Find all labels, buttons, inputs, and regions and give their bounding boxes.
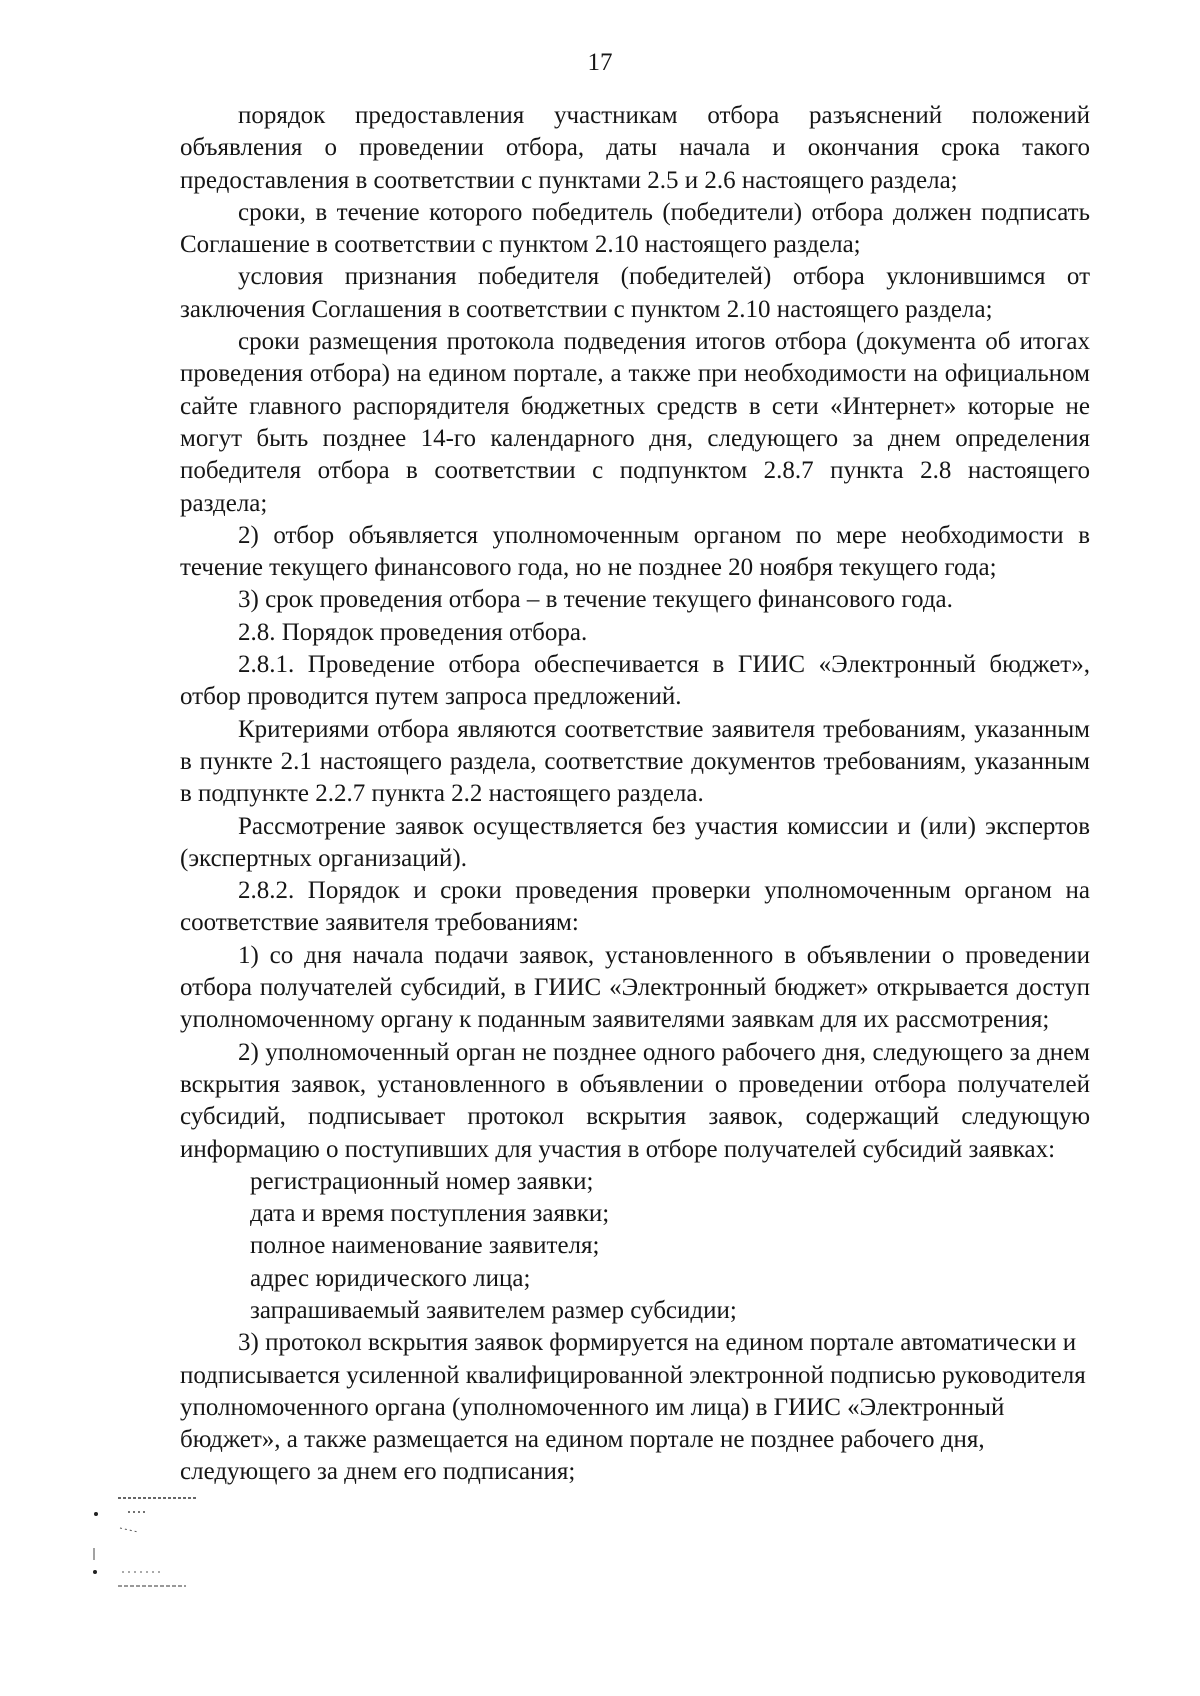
paragraph-2-8-1: 2.8.1. Проведение отбора обеспечивается в ГИИС «Электронный бюджет», отбор проводится путем запроса предложений. (180, 651, 1090, 711)
paragraph-signing-deadline: сроки, в течение которого победитель (победители) отбора должен подписать Соглашение в соответствии с пунктом 2.10 настоящего раздела; (180, 198, 1090, 259)
paragraph-opening-protocol: 2) уполномоченный орган не позднее одного рабочего дня, следующего за днем вскрытия заявок, установленного в объявлении о проведении отбора получателей субсидий, подписывает протокол вскрытия заявок, содержащий следующую информацию о поступивших для участия в отборе получателей субсидий заявках: (180, 1038, 1090, 1163)
section-heading-2-8: 2.8. Порядок проведения отбора. (238, 618, 588, 646)
paragraph-access-to-applications: 1) со дня начала подачи заявок, установленного в объявлении о проведении отбора получателей субсидий, в ГИИС «Электронный бюджет» открывается доступ уполномоченному органу к поданным заявителями заявкам для их рассмотрения; (180, 941, 1090, 1034)
document-body (180, 100, 1090, 1489)
paragraph-protocol-signing: 3) протокол вскрытия заявок формируется на едином портале автоматически и подписывается усиленной квалифицированной электронной подписью руководителя уполномоченного органа (уполномоченного им лица) в ГИИС «Электронный бюджет», а также размещается на едином портале не позднее рабочего дня, следующего за днем его подписания; (180, 1329, 1086, 1486)
list-item: полное наименование заявителя; (250, 1232, 600, 1260)
paragraph-protocol-publication: сроки размещения протокола подведения итогов отбора (документа об итогах проведения отбора) на едином портале, а также при необходимости на официальном сайте главного распорядителя бюджетных средств в сети «Интернет» которые не могут быть позднее 14-го календарного дня, следующего за днем определения победителя отбора в соответствии с подпунктом 2.8.7 пункта 2.8 настоящего раздела; (180, 328, 1090, 517)
list-item: дата и время поступления заявки; (250, 1200, 610, 1228)
list-item: адрес юридического лица; (250, 1264, 531, 1292)
paragraph-selection-criteria: Критериями отбора являются соответствие заявителя требованиям, указанным в пункте 2.1 настоящего раздела, соответствие документов требованиям, указанным в подпункте 2.2.7 пункта 2.2 настоящего раздела. (180, 715, 1090, 808)
list-item: регистрационный номер заявки; (250, 1167, 594, 1195)
paragraph-clarification-procedure: порядок предоставления участникам отбора разъяснений положений объявления о проведении отбора, даты начала и окончания срока такого предоставления в соответствии с пунктами 2.5 и 2.6 настоящего раздела; (180, 102, 1090, 194)
paragraph-selection-period: 3) срок проведения отбора – в течение текущего финансового года. (238, 586, 953, 614)
scan-artefacts (90, 1490, 200, 1600)
paragraph-evasion-conditions: условия признания победителя (победителей) отбора уклонившимся от заключения Соглашения в соответствии с пунктом 2.10 настоящего раздела; (180, 263, 1090, 323)
paragraph-2-8-2: 2.8.2. Порядок и сроки проведения проверки уполномоченным органом на соответствие заявителя требованиям: (180, 877, 1090, 937)
paragraph-review-without-commission: Рассмотрение заявок осуществляется без участия комиссии и (или) экспертов (экспертных организаций). (180, 812, 1090, 872)
list-item: запрашиваемый заявителем размер субсидии; (250, 1296, 737, 1324)
page-number: 17 (587, 49, 613, 76)
paragraph-selection-announcement: 2) отбор объявляется уполномоченным органом по мере необходимости в течение текущего финансового года, но не позднее 20 ноября текущего года; (180, 521, 1090, 582)
